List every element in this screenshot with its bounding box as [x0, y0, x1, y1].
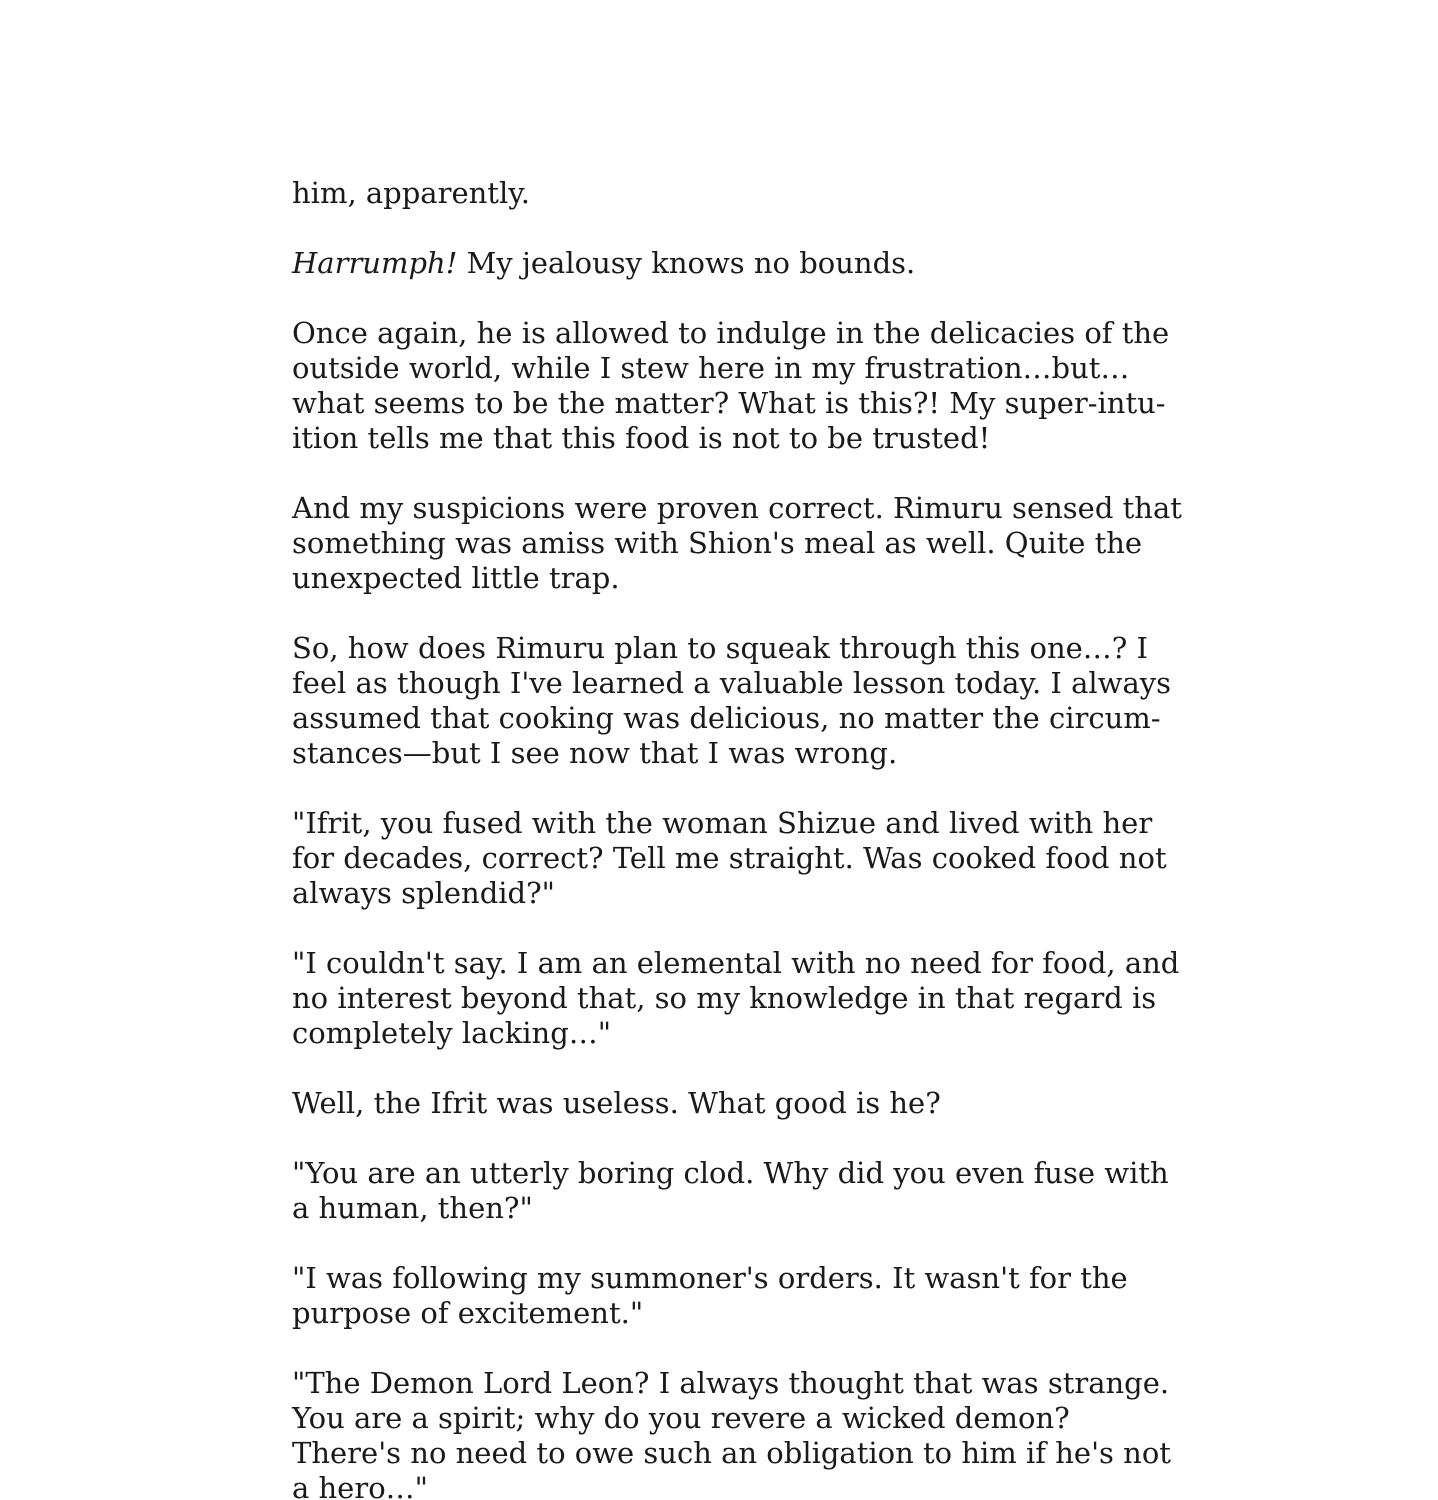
text-line: outside world, while I stew here in my frustration…but… [292, 351, 1130, 385]
paragraph [292, 176, 1152, 211]
text-line: "I was following my summoner's orders. It wasn't for the [292, 1261, 1128, 1295]
text-line: There's no need to owe such an obligation to him if he's not [292, 1436, 1171, 1470]
paragraph [292, 1086, 1152, 1121]
text-line: You are a spirit; why do you revere a wicked demon? [292, 1401, 1070, 1435]
text-line: no interest beyond that, so my knowledge in that regard is [292, 981, 1157, 1015]
paragraph [292, 1156, 1169, 1226]
paragraph [292, 806, 1167, 911]
text-line: always splendid?" [292, 876, 556, 910]
text-line: him, apparently. [292, 176, 530, 210]
text-line: feel as though I've learned a valuable lesson today. I always [292, 666, 1172, 700]
text-column [292, 176, 1182, 1500]
paragraph [292, 316, 1170, 456]
text-line: unexpected little trap. [292, 561, 620, 595]
paragraph [292, 491, 1182, 596]
text-line: "Ifrit, you fused with the woman Shizue and lived with her [292, 806, 1153, 840]
text-line: Once again, he is allowed to indulge in the delicacies of the [292, 316, 1170, 350]
text-line: stances—but I see now that I was wrong. [292, 736, 898, 770]
text-line: what seems to be the matter? What is this?! My super-intu- [292, 386, 1166, 420]
text-line: a hero…" [292, 1471, 429, 1500]
text-line: for decades, correct? Tell me straight. Was cooked food not [292, 841, 1167, 875]
italic-exclamation: Harrumph! [292, 246, 458, 280]
text-line: something was amiss with Shion's meal as well. Quite the [292, 526, 1143, 560]
paragraph [292, 1366, 1171, 1500]
text-line: "The Demon Lord Leon? I always thought that was strange. [292, 1366, 1170, 1400]
text-line: Well, the Ifrit was useless. What good is he? [292, 1086, 941, 1120]
paragraph [292, 631, 1172, 771]
text-line: "I couldn't say. I am an elemental with no need for food, and [292, 946, 1180, 980]
paragraph [292, 946, 1180, 1051]
paragraph [292, 246, 1152, 281]
text-line: ition tells me that this food is not to be trusted! [292, 421, 991, 455]
line-remainder: My jealousy knows no bounds. [457, 246, 916, 280]
text-line: "You are an utterly boring clod. Why did you even fuse with [292, 1156, 1169, 1190]
text-line: completely lacking…" [292, 1016, 612, 1050]
text-line: assumed that cooking was delicious, no matter the circum- [292, 701, 1161, 735]
paragraph [292, 1261, 1152, 1331]
text-line [292, 246, 1152, 281]
text-line: a human, then?" [292, 1191, 533, 1225]
text-line: And my suspicions were proven correct. Rimuru sensed that [292, 491, 1182, 525]
text-line: So, how does Rimuru plan to squeak through this one…? I [292, 631, 1149, 665]
text-line: purpose of excitement." [292, 1296, 644, 1330]
